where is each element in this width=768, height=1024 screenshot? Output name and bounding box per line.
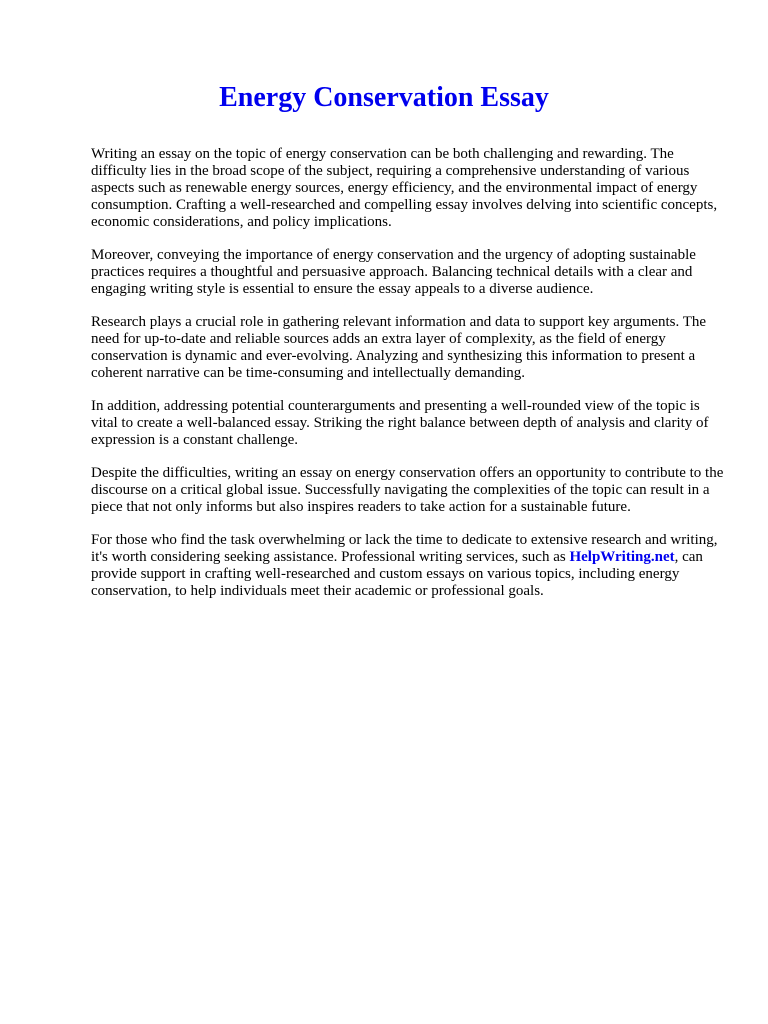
paragraph-6 [91,532,725,600]
paragraph-3: Research plays a crucial role in gathering relevant information and data to support key arguments. The need for up-to-date and reliable sources adds an extra layer of complexity, as the field of energy conservation is dynamic and ever-evolving. Analyzing and synthesizing this information to present a coherent narrative can be time-consuming and intellectually demanding. [91,314,707,381]
page-title: Energy Conservation Essay [219,82,549,113]
paragraph-1: Writing an essay on the topic of energy conservation can be both challenging and rewarding. The difficulty lies in the broad scope of the subject, requiring a comprehensive understanding of various aspects such as renewable energy sources, energy efficiency, and the environmental impact of energy consumption. Crafting a well-researched and compelling essay involves delving into scientific concepts, economic considerations, and policy implications. [91,146,718,230]
helpwriting-link[interactable]: HelpWriting.net [569,549,675,565]
essay-body [91,146,725,616]
paragraph-5: Despite the difficulties, writing an essay on energy conservation offers an opportunity to contribute to the discourse on a critical global issue. Successfully navigating the complexities of the topic can result in a piece that not only informs but also inspires readers to take action for a sustainable future. [91,465,724,515]
paragraph-4: In addition, addressing potential counterarguments and presenting a well-rounded view of the topic is vital to create a well-balanced essay. Striking the right balance between depth of analysis and clarity of expression is a constant challenge. [91,398,709,448]
paragraph-6-before-link: For those who find the task overwhelming or lack the time to dedicate to extensive research and writing, it's worth considering seeking assistance. Professional writing services, such as [91,532,718,565]
paragraph-2: Moreover, conveying the importance of energy conservation and the urgency of adopting sustainable practices requires a thoughtful and persuasive approach. Balancing technical details with a clear and engaging writing style is essential to ensure the essay appeals to a diverse audience. [91,247,696,297]
paragraph-6-after-link: , can provide support in crafting well-researched and custom essays on various topics, including energy conservation, to help individuals meet their academic or professional goals. [91,549,703,599]
